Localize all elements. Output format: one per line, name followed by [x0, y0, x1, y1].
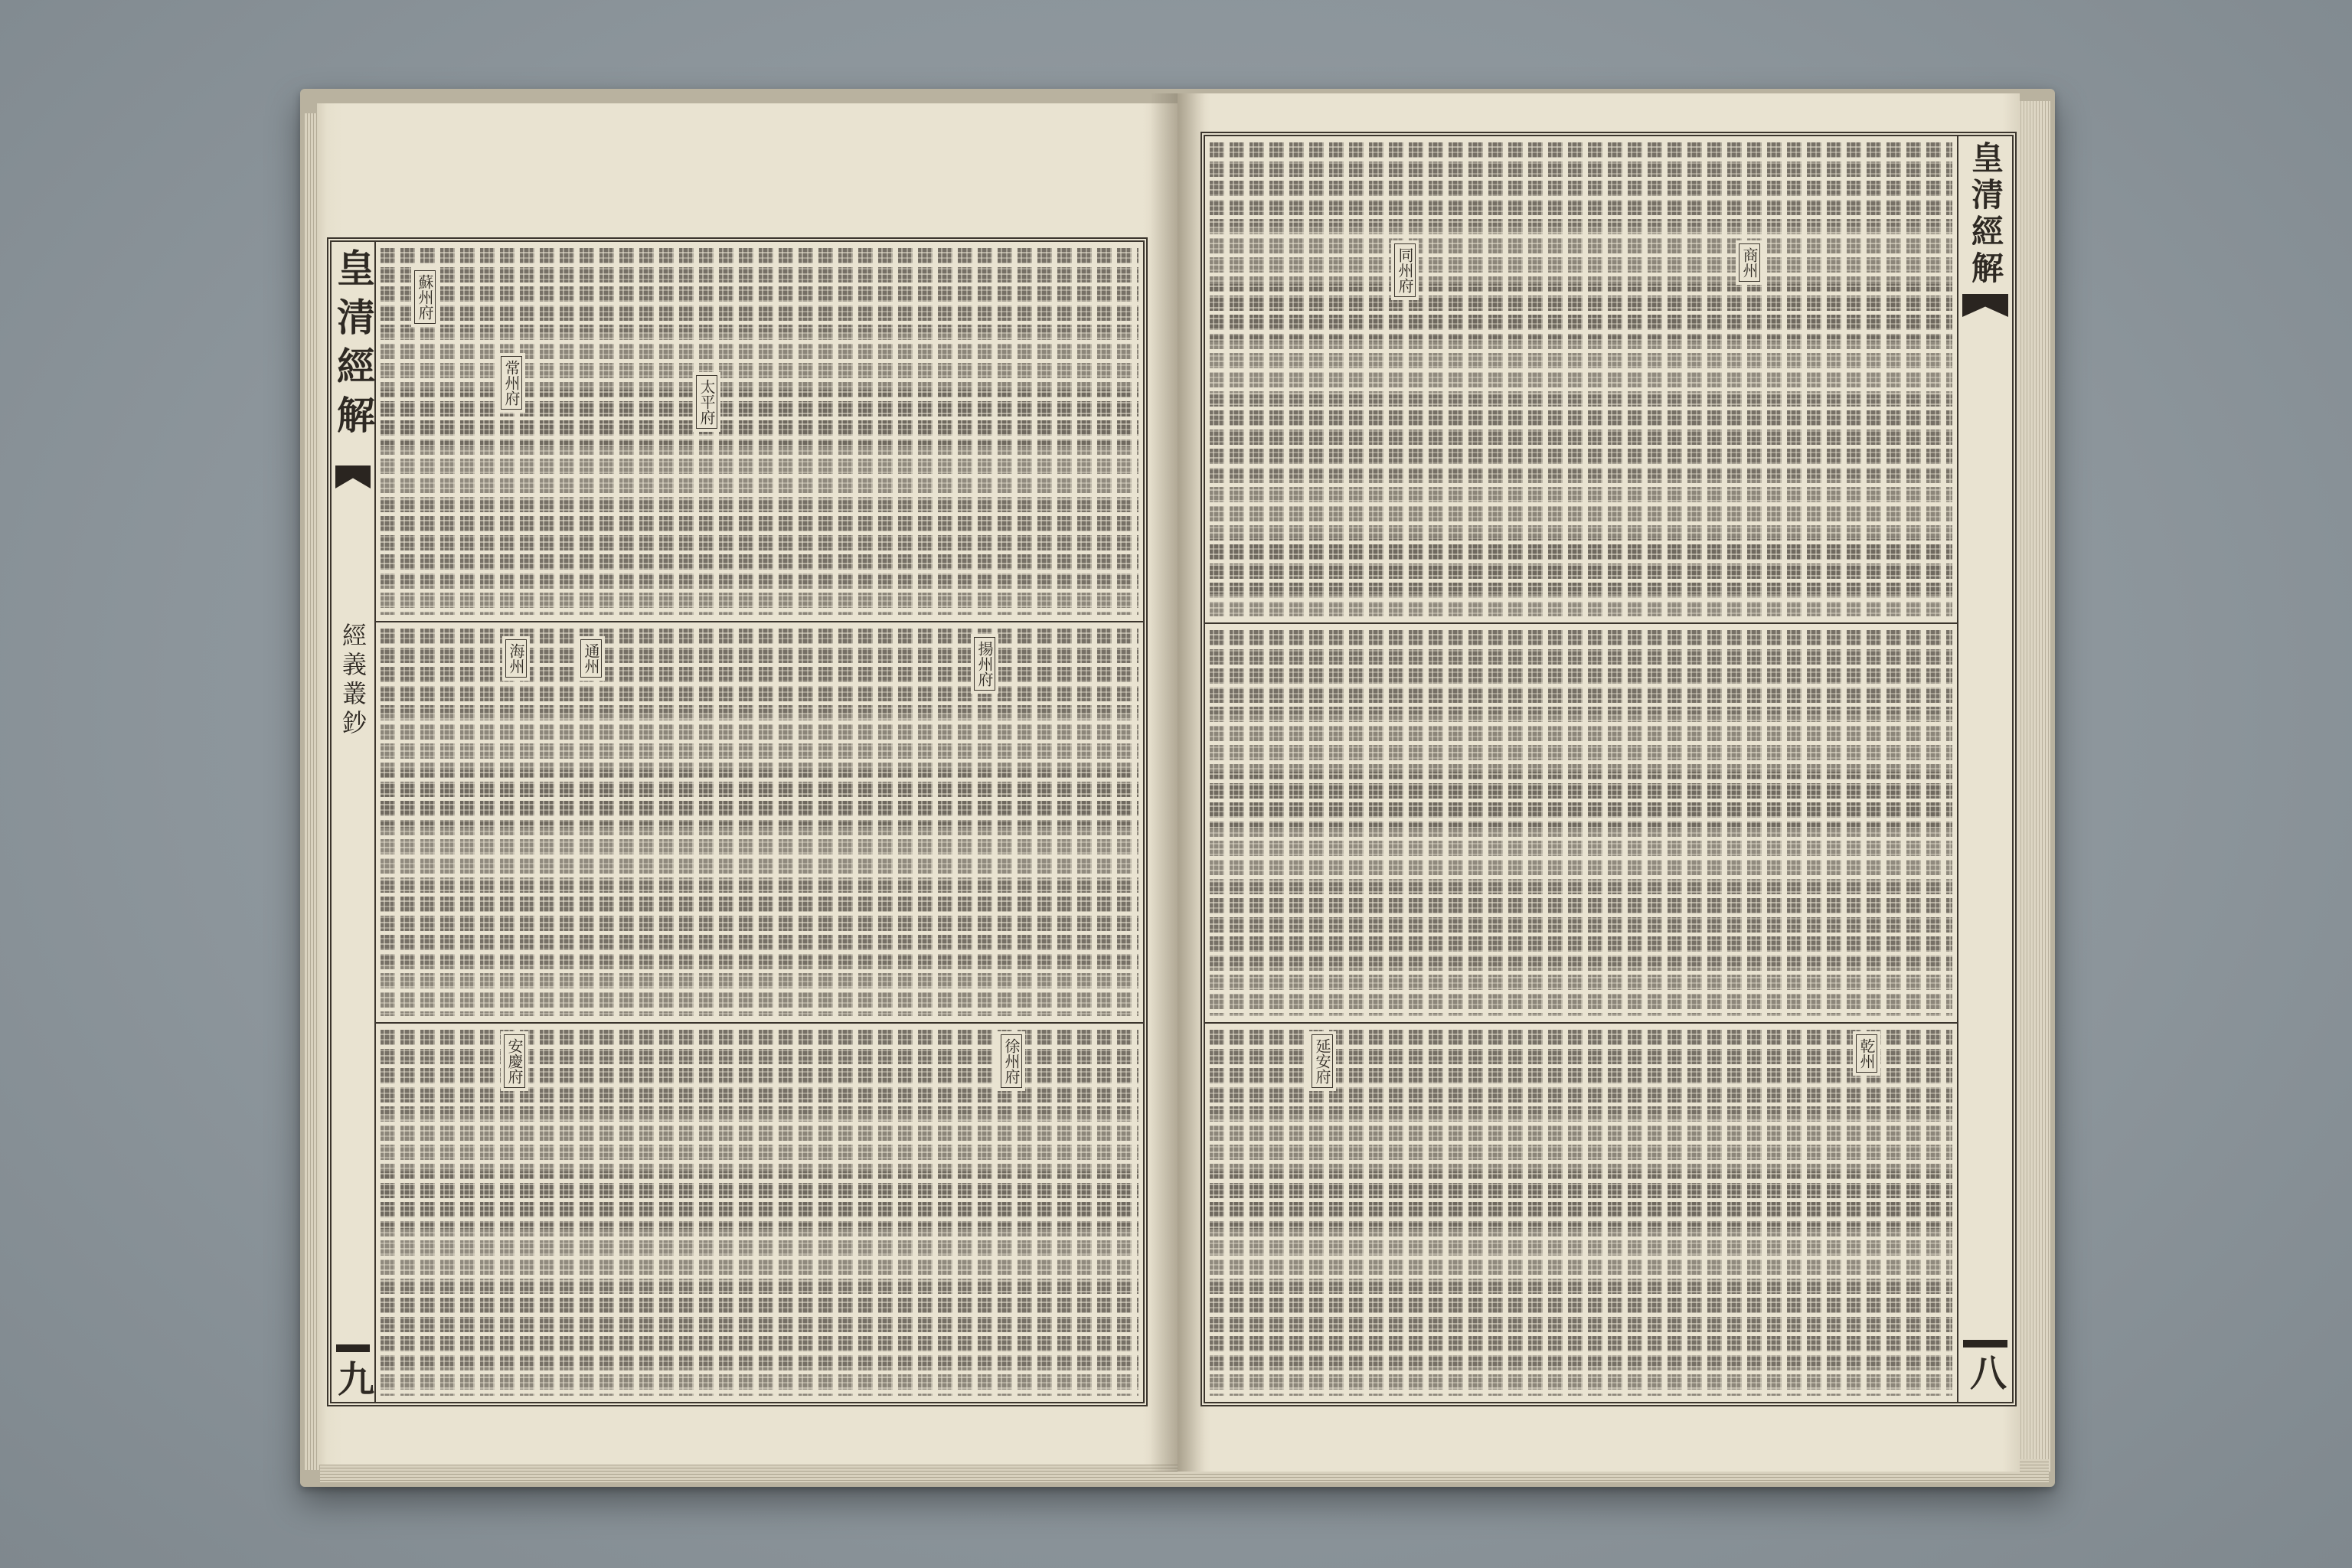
- body-text-columns: [1210, 142, 1952, 616]
- book-title: 皇清經解: [331, 248, 376, 444]
- collection-title: 經義叢鈔: [338, 622, 368, 739]
- fish-tail-mark: [1962, 294, 2008, 317]
- lower-ink-bar: [336, 1344, 370, 1352]
- entry-heading: 商州: [1739, 243, 1760, 282]
- entry-heading: 揚州府: [974, 637, 995, 691]
- right-page-center-column: [1957, 136, 2012, 1402]
- entry-heading: 延安府: [1312, 1034, 1333, 1088]
- entry-heading: 太平府: [696, 375, 717, 429]
- body-text-columns: [381, 248, 1138, 615]
- left-page: [317, 103, 1178, 1465]
- entry-heading: 海州: [505, 639, 527, 678]
- entry-heading: 同州府: [1394, 243, 1416, 297]
- page-number: 八: [1963, 1354, 2007, 1390]
- lower-ink-bar: [1963, 1340, 2007, 1348]
- entry-heading: 通州: [580, 639, 602, 678]
- register-bottom: [376, 1022, 1143, 1402]
- register-top: [1205, 136, 1957, 622]
- right-page-text-frame: [1200, 132, 2017, 1406]
- book-title: 皇清經解: [1967, 141, 2004, 288]
- fish-tail-mark: [335, 466, 371, 488]
- body-text-columns: [381, 1030, 1138, 1396]
- register-bottom: [1205, 1022, 1957, 1402]
- register-middle: [376, 621, 1143, 1022]
- entry-heading: 蘇州府: [414, 270, 436, 324]
- body-text-columns: [1210, 630, 1952, 1016]
- book-fold-shadow: [1150, 93, 1205, 1472]
- entry-heading: 常州府: [501, 356, 522, 410]
- entry-heading: 安慶府: [504, 1034, 525, 1088]
- page-number: 九: [331, 1360, 374, 1396]
- entry-heading: 乾州: [1856, 1034, 1877, 1073]
- register-middle: [1205, 622, 1957, 1022]
- right-page-stack-edge: [2015, 101, 2050, 1472]
- body-text-columns: [381, 629, 1138, 1016]
- register-top: [376, 242, 1143, 621]
- left-page-text-frame: [327, 237, 1148, 1406]
- left-page-center-column: [332, 242, 376, 1402]
- entry-heading: 徐州府: [1001, 1034, 1022, 1088]
- right-page: [1178, 93, 2020, 1472]
